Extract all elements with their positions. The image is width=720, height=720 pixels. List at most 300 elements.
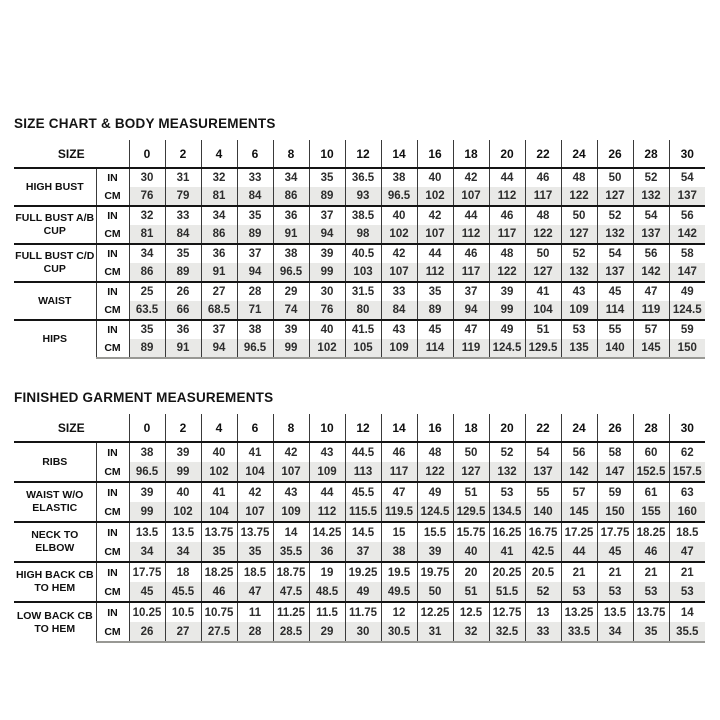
- body-measurements-table: [14, 140, 705, 359]
- neck-to-elbow-in-size-28: 18.25: [633, 522, 669, 542]
- size-column-header-22: 22: [525, 140, 561, 168]
- unit-label-cm: CM: [96, 339, 129, 358]
- full-bust-a-b-cup-cm-size-24: 127: [561, 225, 597, 244]
- unit-label-cm: CM: [96, 462, 129, 482]
- hips-in-size-30: 59: [669, 320, 705, 339]
- full-bust-a-b-cup-cm-size-20: 117: [489, 225, 525, 244]
- waist-w-o-elastic-in-size-12: 45.5: [345, 482, 381, 502]
- size-header-label: SIZE: [57, 146, 85, 161]
- neck-to-elbow-cm-size-30: 47: [669, 542, 705, 562]
- ribs-cm-size-30: 157.5: [669, 462, 705, 482]
- size-column-header-8: 8: [273, 140, 309, 168]
- ribs-cm-size-2: 99: [165, 462, 201, 482]
- high-back-cb-to-hem-cm-size-2: 45.5: [165, 582, 201, 602]
- unit-label-cm: CM: [96, 622, 129, 642]
- high-bust-cm-size-24: 122: [561, 187, 597, 206]
- high-bust-in-size-14: 38: [381, 168, 417, 187]
- high-bust-cm-size-22: 117: [525, 187, 561, 206]
- high-back-cb-to-hem-cm-size-8: 47.5: [273, 582, 309, 602]
- ribs-cm-size-14: 117: [381, 462, 417, 482]
- ribs-in-size-6: 41: [237, 442, 273, 462]
- ribs-in-size-16: 48: [417, 442, 453, 462]
- ribs-cm-size-24: 142: [561, 462, 597, 482]
- high-back-cb-to-hem-in-size-30: 21: [669, 562, 705, 582]
- unit-label-cm: CM: [96, 502, 129, 522]
- high-bust-cm-size-2: 79: [165, 187, 201, 206]
- high-back-cb-to-hem-cm-size-0: 45: [129, 582, 165, 602]
- full-bust-c-d-cup-cm-size-30: 147: [669, 263, 705, 282]
- hips-cm-size-10: 102: [309, 339, 345, 358]
- hips-in-size-26: 55: [597, 320, 633, 339]
- low-back-cb-to-hem-cm-size-0: 26: [129, 622, 165, 642]
- hips-cm-size-30: 150: [669, 339, 705, 358]
- low-back-cb-to-hem-cm-size-4: 27.5: [201, 622, 237, 642]
- size-column-header-2: 2: [165, 414, 201, 442]
- full-bust-c-d-cup-cm-size-22: 127: [525, 263, 561, 282]
- hips-cm-size-20: 124.5: [489, 339, 525, 358]
- full-bust-c-d-cup-in-size-6: 37: [237, 244, 273, 263]
- full-bust-c-d-cup-in-size-2: 35: [165, 244, 201, 263]
- waist-w-o-elastic-in-size-8: 43: [273, 482, 309, 502]
- full-bust-c-d-cup-in-size-28: 56: [633, 244, 669, 263]
- high-back-cb-to-hem-in-size-12: 19.25: [345, 562, 381, 582]
- high-back-cb-to-hem-cm-size-14: 49.5: [381, 582, 417, 602]
- hips-cm-size-6: 96.5: [237, 339, 273, 358]
- high-bust-in-size-18: 42: [453, 168, 489, 187]
- ribs-cm-size-18: 127: [453, 462, 489, 482]
- high-back-cb-to-hem-cm-size-24: 53: [561, 582, 597, 602]
- high-back-cb-to-hem-cm-size-18: 51: [453, 582, 489, 602]
- size-column-header-30: 30: [669, 140, 705, 168]
- size-column-header-16: 16: [417, 414, 453, 442]
- waist-w-o-elastic-in-size-10: 44: [309, 482, 345, 502]
- low-back-cb-to-hem-cm-size-20: 32.5: [489, 622, 525, 642]
- unit-label-in: IN: [96, 442, 129, 462]
- waist-w-o-elastic-cm-size-6: 107: [237, 502, 273, 522]
- waist-cm-size-4: 68.5: [201, 301, 237, 320]
- high-back-cb-to-hem-in-size-16: 19.75: [417, 562, 453, 582]
- neck-to-elbow-in-size-30: 18.5: [669, 522, 705, 542]
- high-back-cb-to-hem-cm-size-12: 49: [345, 582, 381, 602]
- low-back-cb-to-hem-in-size-22: 13: [525, 602, 561, 622]
- unit-label-in: IN: [96, 320, 129, 339]
- waist-cm-size-20: 99: [489, 301, 525, 320]
- size-column-header-28: 28: [633, 414, 669, 442]
- full-bust-c-d-cup-cm-size-18: 117: [453, 263, 489, 282]
- ribs-cm-size-12: 113: [345, 462, 381, 482]
- ribs-cm-size-8: 107: [273, 462, 309, 482]
- neck-to-elbow-in-size-12: 14.5: [345, 522, 381, 542]
- high-back-cb-to-hem-cm-size-16: 50: [417, 582, 453, 602]
- garment-measurements-title: FINISHED GARMENT MEASUREMENTS: [14, 390, 274, 405]
- waist-w-o-elastic-cm-size-2: 102: [165, 502, 201, 522]
- high-bust-cm-size-14: 96.5: [381, 187, 417, 206]
- waist-in-size-30: 49: [669, 282, 705, 301]
- high-back-cb-to-hem-in-size-10: 19: [309, 562, 345, 582]
- hips-cm-size-22: 129.5: [525, 339, 561, 358]
- waist-w-o-elastic-in-size-28: 61: [633, 482, 669, 502]
- size-column-header-24: 24: [561, 140, 597, 168]
- high-bust-in-size-30: 54: [669, 168, 705, 187]
- full-bust-c-d-cup-cm-size-24: 132: [561, 263, 597, 282]
- full-bust-a-b-cup-in-size-8: 36: [273, 206, 309, 225]
- hips-in-size-20: 49: [489, 320, 525, 339]
- waist-w-o-elastic-cm-size-20: 134.5: [489, 502, 525, 522]
- ribs-cm-size-0: 96.5: [129, 462, 165, 482]
- hips-cm-size-28: 145: [633, 339, 669, 358]
- full-bust-c-d-cup-in-size-26: 54: [597, 244, 633, 263]
- waist-cm-size-28: 119: [633, 301, 669, 320]
- full-bust-a-b-cup-in-size-6: 35: [237, 206, 273, 225]
- full-bust-c-d-cup-in-size-14: 42: [381, 244, 417, 263]
- waist-cm-size-30: 124.5: [669, 301, 705, 320]
- full-bust-a-b-cup-cm-size-28: 137: [633, 225, 669, 244]
- full-bust-a-b-cup-cm-size-0: 81: [129, 225, 165, 244]
- size-column-header-20: 20: [489, 140, 525, 168]
- low-back-cb-to-hem-cm-size-24: 33.5: [561, 622, 597, 642]
- high-back-cb-to-hem-in-size-18: 20: [453, 562, 489, 582]
- waist-w-o-elastic-cm-size-10: 112: [309, 502, 345, 522]
- hips-in-size-12: 41.5: [345, 320, 381, 339]
- ribs-in-size-4: 40: [201, 442, 237, 462]
- hips-in-size-6: 38: [237, 320, 273, 339]
- high-back-cb-to-hem-in-size-14: 19.5: [381, 562, 417, 582]
- neck-to-elbow-in-size-10: 14.25: [309, 522, 345, 542]
- neck-to-elbow-in-size-24: 17.25: [561, 522, 597, 542]
- size-header-label: SIZE: [57, 420, 85, 435]
- high-bust-in-size-22: 46: [525, 168, 561, 187]
- high-bust-cm-size-26: 127: [597, 187, 633, 206]
- row-label-low-back-cb-to-hem: LOW BACK CB TO HEM: [16, 609, 93, 635]
- unit-label-cm: CM: [96, 582, 129, 602]
- waist-in-size-26: 45: [597, 282, 633, 301]
- low-back-cb-to-hem-in-size-20: 12.75: [489, 602, 525, 622]
- low-back-cb-to-hem-cm-size-22: 33: [525, 622, 561, 642]
- ribs-in-size-30: 62: [669, 442, 705, 462]
- size-column-header-24: 24: [561, 414, 597, 442]
- unit-label-in: IN: [96, 522, 129, 542]
- high-bust-in-size-26: 50: [597, 168, 633, 187]
- high-bust-in-size-24: 48: [561, 168, 597, 187]
- full-bust-c-d-cup-cm-size-0: 86: [129, 263, 165, 282]
- ribs-cm-size-10: 109: [309, 462, 345, 482]
- waist-w-o-elastic-in-size-20: 53: [489, 482, 525, 502]
- waist-cm-size-22: 104: [525, 301, 561, 320]
- size-column-header-4: 4: [201, 414, 237, 442]
- neck-to-elbow-in-size-6: 13.75: [237, 522, 273, 542]
- full-bust-a-b-cup-cm-size-6: 89: [237, 225, 273, 244]
- waist-in-size-16: 35: [417, 282, 453, 301]
- unit-label-cm: CM: [96, 542, 129, 562]
- full-bust-a-b-cup-in-size-30: 56: [669, 206, 705, 225]
- waist-w-o-elastic-cm-size-12: 115.5: [345, 502, 381, 522]
- hips-cm-size-2: 91: [165, 339, 201, 358]
- full-bust-a-b-cup-in-size-20: 46: [489, 206, 525, 225]
- full-bust-c-d-cup-cm-size-2: 89: [165, 263, 201, 282]
- row-label-ribs: RIBS: [14, 442, 96, 482]
- high-bust-in-size-12: 36.5: [345, 168, 381, 187]
- full-bust-c-d-cup-cm-size-8: 96.5: [273, 263, 309, 282]
- waist-in-size-18: 37: [453, 282, 489, 301]
- waist-w-o-elastic-in-size-4: 41: [201, 482, 237, 502]
- full-bust-c-d-cup-in-size-4: 36: [201, 244, 237, 263]
- neck-to-elbow-cm-size-22: 42.5: [525, 542, 561, 562]
- waist-in-size-22: 41: [525, 282, 561, 301]
- neck-to-elbow-cm-size-28: 46: [633, 542, 669, 562]
- size-column-header-12: 12: [345, 140, 381, 168]
- row-label-hips: HIPS: [42, 333, 67, 346]
- hips-cm-size-16: 114: [417, 339, 453, 358]
- size-column-header-18: 18: [453, 140, 489, 168]
- waist-w-o-elastic-cm-size-18: 129.5: [453, 502, 489, 522]
- hips-cm-size-18: 119: [453, 339, 489, 358]
- waist-w-o-elastic-cm-size-24: 145: [561, 502, 597, 522]
- full-bust-c-d-cup-cm-size-12: 103: [345, 263, 381, 282]
- hips-cm-size-0: 89: [129, 339, 165, 358]
- size-column-header-6: 6: [237, 140, 273, 168]
- high-back-cb-to-hem-in-size-0: 17.75: [129, 562, 165, 582]
- neck-to-elbow-cm-size-26: 45: [597, 542, 633, 562]
- waist-in-size-28: 47: [633, 282, 669, 301]
- low-back-cb-to-hem-cm-size-2: 27: [165, 622, 201, 642]
- ribs-in-size-12: 44.5: [345, 442, 381, 462]
- size-column-header-0: 0: [129, 414, 165, 442]
- ribs-cm-size-16: 122: [417, 462, 453, 482]
- high-bust-in-size-10: 35: [309, 168, 345, 187]
- high-back-cb-to-hem-in-size-8: 18.75: [273, 562, 309, 582]
- waist-in-size-14: 33: [381, 282, 417, 301]
- size-column-header-12: 12: [345, 414, 381, 442]
- ribs-in-size-18: 50: [453, 442, 489, 462]
- neck-to-elbow-in-size-8: 14: [273, 522, 309, 542]
- full-bust-a-b-cup-cm-size-30: 142: [669, 225, 705, 244]
- high-back-cb-to-hem-in-size-4: 18.25: [201, 562, 237, 582]
- full-bust-c-d-cup-cm-size-20: 122: [489, 263, 525, 282]
- ribs-in-size-0: 38: [129, 442, 165, 462]
- high-bust-in-size-4: 32: [201, 168, 237, 187]
- garment-measurements-section: [14, 390, 706, 643]
- size-column-header-30: 30: [669, 414, 705, 442]
- ribs-in-size-26: 58: [597, 442, 633, 462]
- full-bust-a-b-cup-cm-size-18: 112: [453, 225, 489, 244]
- unit-label-in: IN: [96, 602, 129, 622]
- waist-cm-size-26: 114: [597, 301, 633, 320]
- size-column-header-0: 0: [129, 140, 165, 168]
- high-back-cb-to-hem-in-size-22: 20.5: [525, 562, 561, 582]
- neck-to-elbow-cm-size-6: 35: [237, 542, 273, 562]
- low-back-cb-to-hem-in-size-2: 10.5: [165, 602, 201, 622]
- size-column-header-18: 18: [453, 414, 489, 442]
- size-column-header-2: 2: [165, 140, 201, 168]
- size-column-header-20: 20: [489, 414, 525, 442]
- hips-in-size-24: 53: [561, 320, 597, 339]
- hips-in-size-10: 40: [309, 320, 345, 339]
- full-bust-c-d-cup-in-size-12: 40.5: [345, 244, 381, 263]
- ribs-in-size-14: 46: [381, 442, 417, 462]
- neck-to-elbow-cm-size-12: 37: [345, 542, 381, 562]
- full-bust-a-b-cup-cm-size-8: 91: [273, 225, 309, 244]
- high-back-cb-to-hem-cm-size-28: 53: [633, 582, 669, 602]
- size-column-header-6: 6: [237, 414, 273, 442]
- high-back-cb-to-hem-cm-size-22: 52: [525, 582, 561, 602]
- high-bust-cm-size-18: 107: [453, 187, 489, 206]
- low-back-cb-to-hem-cm-size-8: 28.5: [273, 622, 309, 642]
- row-label-full-bust-a-b-cup: FULL BUST A/B CUP: [14, 206, 96, 244]
- neck-to-elbow-in-size-16: 15.5: [417, 522, 453, 542]
- neck-to-elbow-cm-size-8: 35.5: [273, 542, 309, 562]
- neck-to-elbow-cm-size-24: 44: [561, 542, 597, 562]
- full-bust-a-b-cup-cm-size-12: 98: [345, 225, 381, 244]
- neck-to-elbow-in-size-2: 13.5: [165, 522, 201, 542]
- waist-w-o-elastic-cm-size-30: 160: [669, 502, 705, 522]
- neck-to-elbow-cm-size-16: 39: [417, 542, 453, 562]
- waist-w-o-elastic-in-size-0: 39: [129, 482, 165, 502]
- full-bust-a-b-cup-in-size-16: 42: [417, 206, 453, 225]
- high-bust-cm-size-28: 132: [633, 187, 669, 206]
- full-bust-c-d-cup-in-size-16: 44: [417, 244, 453, 263]
- waist-w-o-elastic-in-size-22: 55: [525, 482, 561, 502]
- high-back-cb-to-hem-in-size-20: 20.25: [489, 562, 525, 582]
- high-bust-in-size-8: 34: [273, 168, 309, 187]
- low-back-cb-to-hem-cm-size-14: 30.5: [381, 622, 417, 642]
- size-column-header-4: 4: [201, 140, 237, 168]
- full-bust-c-d-cup-cm-size-16: 112: [417, 263, 453, 282]
- waist-cm-size-16: 89: [417, 301, 453, 320]
- full-bust-c-d-cup-in-size-20: 48: [489, 244, 525, 263]
- high-bust-cm-size-16: 102: [417, 187, 453, 206]
- ribs-in-size-24: 56: [561, 442, 597, 462]
- hips-cm-size-4: 94: [201, 339, 237, 358]
- hips-cm-size-14: 109: [381, 339, 417, 358]
- hips-in-size-4: 37: [201, 320, 237, 339]
- high-back-cb-to-hem-in-size-6: 18.5: [237, 562, 273, 582]
- row-label-neck-to-elbow: NECK TO ELBOW: [14, 522, 96, 562]
- neck-to-elbow-cm-size-18: 40: [453, 542, 489, 562]
- neck-to-elbow-in-size-20: 16.25: [489, 522, 525, 542]
- size-column-header-14: 14: [381, 140, 417, 168]
- full-bust-c-d-cup-cm-size-6: 94: [237, 263, 273, 282]
- waist-w-o-elastic-cm-size-0: 99: [129, 502, 165, 522]
- ribs-cm-size-6: 104: [237, 462, 273, 482]
- unit-label-in: IN: [96, 562, 129, 582]
- high-back-cb-to-hem-in-size-24: 21: [561, 562, 597, 582]
- neck-to-elbow-in-size-18: 15.75: [453, 522, 489, 542]
- waist-in-size-24: 43: [561, 282, 597, 301]
- size-column-header-26: 26: [597, 140, 633, 168]
- row-label-high-back-cb-to-hem: HIGH BACK CB TO HEM: [14, 562, 96, 602]
- high-back-cb-to-hem-in-size-28: 21: [633, 562, 669, 582]
- high-back-cb-to-hem-cm-size-10: 48.5: [309, 582, 345, 602]
- low-back-cb-to-hem-cm-size-12: 30: [345, 622, 381, 642]
- hips-in-size-22: 51: [525, 320, 561, 339]
- low-back-cb-to-hem-in-size-6: 11: [237, 602, 273, 622]
- waist-in-size-8: 29: [273, 282, 309, 301]
- high-bust-cm-size-30: 137: [669, 187, 705, 206]
- waist-cm-size-24: 109: [561, 301, 597, 320]
- low-back-cb-to-hem-cm-size-30: 35.5: [669, 622, 705, 642]
- full-bust-a-b-cup-cm-size-26: 132: [597, 225, 633, 244]
- low-back-cb-to-hem-in-size-12: 11.75: [345, 602, 381, 622]
- full-bust-c-d-cup-cm-size-10: 99: [309, 263, 345, 282]
- full-bust-c-d-cup-in-size-24: 52: [561, 244, 597, 263]
- waist-cm-size-14: 84: [381, 301, 417, 320]
- waist-in-size-0: 25: [129, 282, 165, 301]
- row-label-waist: WAIST: [14, 282, 96, 320]
- high-bust-cm-size-0: 76: [129, 187, 165, 206]
- hips-cm-size-24: 135: [561, 339, 597, 358]
- waist-in-size-2: 26: [165, 282, 201, 301]
- high-bust-in-size-28: 52: [633, 168, 669, 187]
- full-bust-a-b-cup-in-size-10: 37: [309, 206, 345, 225]
- ribs-cm-size-28: 152.5: [633, 462, 669, 482]
- high-bust-cm-size-4: 81: [201, 187, 237, 206]
- high-bust-in-size-16: 40: [417, 168, 453, 187]
- full-bust-a-b-cup-in-size-26: 52: [597, 206, 633, 225]
- unit-label-cm: CM: [96, 187, 129, 206]
- hips-in-size-16: 45: [417, 320, 453, 339]
- hips-cm-size-8: 99: [273, 339, 309, 358]
- neck-to-elbow-in-size-22: 16.75: [525, 522, 561, 542]
- neck-to-elbow-in-size-4: 13.75: [201, 522, 237, 542]
- ribs-cm-size-20: 132: [489, 462, 525, 482]
- ribs-in-size-2: 39: [165, 442, 201, 462]
- hips-in-size-28: 57: [633, 320, 669, 339]
- waist-w-o-elastic-in-size-24: 57: [561, 482, 597, 502]
- full-bust-c-d-cup-cm-size-26: 137: [597, 263, 633, 282]
- ribs-in-size-8: 42: [273, 442, 309, 462]
- full-bust-a-b-cup-cm-size-10: 94: [309, 225, 345, 244]
- full-bust-c-d-cup-in-size-0: 34: [129, 244, 165, 263]
- full-bust-a-b-cup-in-size-2: 33: [165, 206, 201, 225]
- waist-cm-size-2: 66: [165, 301, 201, 320]
- full-bust-c-d-cup-cm-size-4: 91: [201, 263, 237, 282]
- size-column-header-26: 26: [597, 414, 633, 442]
- low-back-cb-to-hem-in-size-4: 10.75: [201, 602, 237, 622]
- low-back-cb-to-hem-in-size-14: 12: [381, 602, 417, 622]
- unit-label-cm: CM: [96, 225, 129, 244]
- low-back-cb-to-hem-in-size-16: 12.25: [417, 602, 453, 622]
- high-bust-cm-size-6: 84: [237, 187, 273, 206]
- body-measurements-title: SIZE CHART & BODY MEASUREMENTS: [14, 116, 276, 131]
- low-back-cb-to-hem-in-size-10: 11.5: [309, 602, 345, 622]
- waist-in-size-20: 39: [489, 282, 525, 301]
- high-bust-in-size-6: 33: [237, 168, 273, 187]
- row-label-full-bust-c-d-cup: FULL BUST C/D CUP: [14, 244, 96, 282]
- low-back-cb-to-hem-cm-size-28: 35: [633, 622, 669, 642]
- full-bust-a-b-cup-in-size-14: 40: [381, 206, 417, 225]
- full-bust-a-b-cup-cm-size-14: 102: [381, 225, 417, 244]
- unit-label-in: IN: [96, 244, 129, 263]
- low-back-cb-to-hem-cm-size-10: 29: [309, 622, 345, 642]
- full-bust-c-d-cup-cm-size-14: 107: [381, 263, 417, 282]
- waist-cm-size-12: 80: [345, 301, 381, 320]
- low-back-cb-to-hem-in-size-26: 13.5: [597, 602, 633, 622]
- low-back-cb-to-hem-in-size-0: 10.25: [129, 602, 165, 622]
- high-back-cb-to-hem-cm-size-26: 53: [597, 582, 633, 602]
- full-bust-a-b-cup-in-size-24: 50: [561, 206, 597, 225]
- high-back-cb-to-hem-cm-size-20: 51.5: [489, 582, 525, 602]
- high-bust-in-size-2: 31: [165, 168, 201, 187]
- high-back-cb-to-hem-cm-size-4: 46: [201, 582, 237, 602]
- full-bust-a-b-cup-cm-size-22: 122: [525, 225, 561, 244]
- full-bust-a-b-cup-in-size-28: 54: [633, 206, 669, 225]
- high-bust-cm-size-10: 89: [309, 187, 345, 206]
- ribs-cm-size-26: 147: [597, 462, 633, 482]
- neck-to-elbow-in-size-14: 15: [381, 522, 417, 542]
- hips-in-size-2: 36: [165, 320, 201, 339]
- waist-in-size-4: 27: [201, 282, 237, 301]
- unit-label-in: IN: [96, 168, 129, 187]
